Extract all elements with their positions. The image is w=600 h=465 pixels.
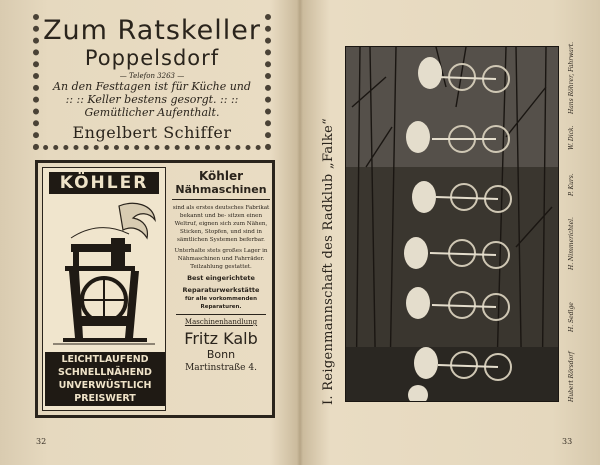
koehler-text-1: sind als erstes deutsches Fabrikat bekannt und be- sitzen einen Weltruf, eignen sich zum Nähen, Sticken, Stopfen, und sind in sämtlichen Systemen beferbar. bbox=[172, 205, 270, 243]
page-number-right: 33 bbox=[562, 437, 573, 446]
ratskeller-title: Zum Ratskeller bbox=[43, 15, 261, 46]
ratskeller-subtitle: Poppelsdorf bbox=[84, 46, 220, 70]
team-member-name: Hubert Rörsdorf bbox=[568, 351, 575, 402]
ratskeller-line-1: An den Festtagen ist für Küche und bbox=[53, 80, 251, 93]
koehler-repair-2: Reparaturwerkstätte bbox=[182, 286, 260, 294]
ratskeller-phone: — Telefon 3263 — bbox=[119, 72, 185, 80]
koehler-ad bbox=[35, 160, 275, 418]
cycling-team-photo bbox=[345, 46, 559, 402]
koehler-slogan bbox=[45, 352, 165, 406]
slogan-line: LEICHTLAUFEND bbox=[61, 354, 149, 365]
page-number-left: 32 bbox=[36, 437, 47, 446]
koehler-dealer: Maschinenhandlung bbox=[184, 318, 258, 326]
team-member-name: W. Dick. bbox=[568, 125, 575, 150]
koehler-brand: Köhler bbox=[198, 169, 244, 183]
koehler-illustration-panel bbox=[42, 167, 166, 411]
slogan-line: UNVERWÜSTLICH bbox=[58, 380, 152, 391]
divider bbox=[176, 314, 266, 315]
team-photo-image bbox=[346, 47, 559, 402]
team-member-name: H. Sedlge bbox=[568, 302, 575, 332]
koehler-repair-3: für alle vorkommenden Reparaturen. bbox=[184, 296, 258, 310]
team-member-name: Hans Röhrer, Fahrwart. bbox=[568, 41, 575, 114]
koehler-repair-1: Best eingerichtete bbox=[187, 274, 255, 282]
ratskeller-line-2: :: :: Keller bestens gesorgt. :: :: bbox=[65, 93, 239, 106]
koehler-text-2: Unterhalte stets großes Lager in Nähmaschinen und Fahrräder. Teilzahlung gestattet. bbox=[174, 248, 268, 270]
team-names bbox=[568, 42, 582, 402]
slogan-line: SCHNELLNÄHEND bbox=[58, 367, 152, 378]
koehler-product: Nähmaschinen bbox=[172, 183, 270, 200]
koehler-text-panel bbox=[172, 167, 270, 411]
team-member-name: P. Kurs. bbox=[568, 173, 575, 196]
koehler-brand-banner: KÖHLER bbox=[49, 172, 159, 194]
ratskeller-ad bbox=[33, 14, 271, 150]
koehler-dealer-name: Fritz Kalb bbox=[184, 329, 258, 348]
ratskeller-line-3: Gemütlicher Aufenthalt. bbox=[84, 106, 220, 119]
team-member-name: H. Nimmerichtel. bbox=[568, 217, 575, 270]
slogan-line: PREISWERT bbox=[74, 393, 136, 404]
koehler-city: Bonn bbox=[206, 348, 236, 361]
photo-caption: I. Reigenmannschaft des Radklub „Falke“ bbox=[321, 117, 336, 405]
ratskeller-owner: Engelbert Schiffer bbox=[72, 123, 232, 142]
sewing-machine-illustration bbox=[49, 198, 159, 352]
koehler-street: Martinstraße 4. bbox=[185, 363, 257, 373]
